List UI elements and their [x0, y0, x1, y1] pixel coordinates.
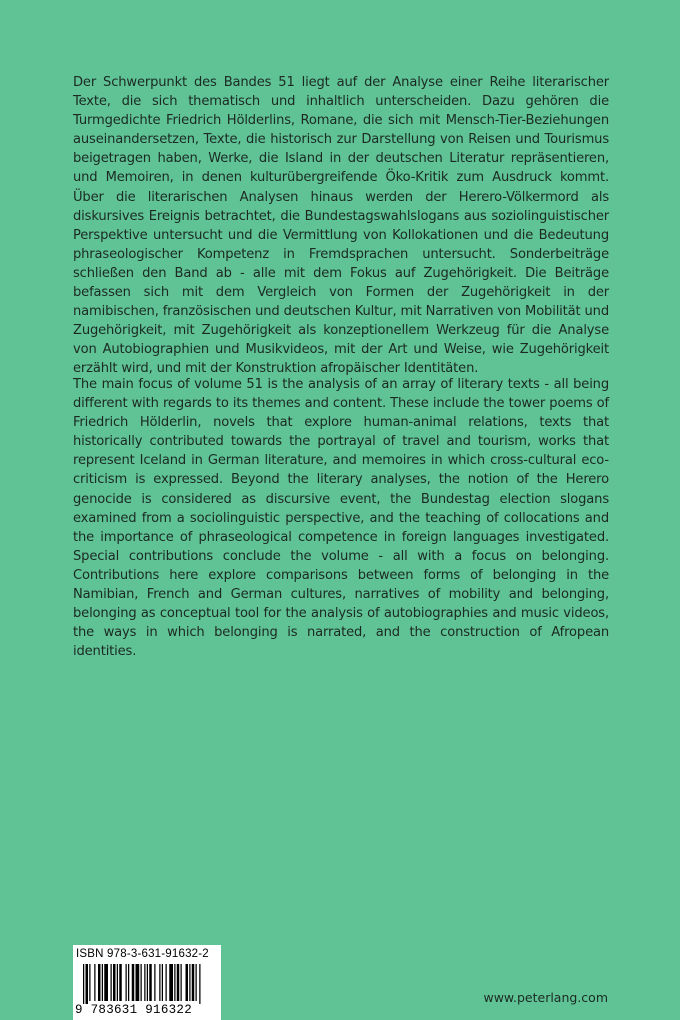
barcode-bar	[86, 964, 89, 1004]
barcode-bar	[186, 964, 189, 1001]
barcode-bar	[166, 964, 167, 1001]
barcode-bar	[94, 964, 95, 1001]
barcode-bar	[126, 964, 127, 1001]
barcode-bar	[141, 964, 142, 1001]
barcode-bar	[192, 964, 195, 1001]
barcode-bar	[159, 964, 160, 1001]
barcode-bar	[162, 964, 163, 1001]
barcode-bar	[196, 964, 197, 1001]
barcode-bar	[181, 964, 182, 1001]
english-description: The main focus of volume 51 is the analysis of an array of literary texts - all being different with regards to its themes and content. These include the tower poems of Friedrich Hölderlin, novels that explore human-animal relations, texts that historically contributed towards the portrayal of travel and tourism, works that represent Iceland in German literature, and memoires in which cross-cultural eco-criticism is expressed. Beyond the literary analyses, the notion of the Herero genocide is considered as discursive event, the Bundestag election slogans examined from a sociolinguistic perspective, and the teaching of collocations and the importance of phraseological competence in foreign languages investigated. Special contributions conclude the volume - all with a focus on belonging. Contributions here explore comparisons between forms of belonging in the Namibian, French and German cultures, narratives of mobility and belonging, belonging as conceptual tool for the analysis of autobiographies and music videos, the ways in which belonging is narrated, and the construction of Afropean identities.	[73, 377, 609, 660]
barcode-bar	[111, 964, 112, 1001]
barcode-bar	[117, 964, 118, 1001]
publisher-url: www.peterlang.com	[483, 990, 608, 1005]
barcode-bar	[83, 964, 84, 1004]
barcode-bar	[119, 964, 122, 1001]
isbn-barcode-box	[73, 945, 221, 1020]
barcode-bar	[104, 964, 108, 1001]
barcode-bar	[154, 964, 155, 1001]
barcode-bar	[177, 964, 180, 1001]
barcode-bar	[89, 964, 90, 1001]
barcode-bar	[136, 964, 140, 1001]
german-description: Der Schwerpunkt des Bandes 51 liegt auf der Analyse einer Reihe literarischer Texte, die sich thematisch und inhaltlich unterscheiden. Dazu gehören die Turmgedichte Friedrich Hölderlins, Romane, die sich mit Mensch-Tier-Beziehungen auseinandersetzen, Texte, die historisch zur Darstellung von Reisen und Tourismus beigetragen haben, Werke, die Island in der deutschen Literatur repräsentieren, und Memoiren, in denen kulturübergreifende Öko-Kritik zum Ausdruck kommt. Über die literarischen Analysen hinaus werden der Herero-Völkermord als diskursives Ereignis betrachtet, die Bundestagswahlslogans aus soziolinguistischer Perspektive untersucht und die Vermittlung von Kollokationen und die Bedeutung phraseologischer Kompetenz in Fremdsprachen untersucht. Sonderbeiträge schließen den Band ab - alle mit dem Fokus auf Zugehörigkeit. Die Beiträge befassen sich mit dem Vergleich von Formen der Zugehörigkeit in der namibischen, französischen und deutschen Kultur, mit Narrativen von Mobilität und Zugehörigkeit, mit Zugehörigkeit als konzeptionellem Werkzeug für die Analyse von Autobiographien und Musikvideos, mit der Art und Weise, wie Zugehörigkeit erzählt wird, und mit der Konstruktion afropäischer Identitäten.	[73, 75, 609, 377]
isbn-label: ISBN 978-3-631-91632-2	[76, 948, 209, 960]
barcode-bar	[189, 964, 190, 1001]
barcode-bar	[174, 964, 175, 1001]
barcode-bar	[128, 964, 129, 1001]
barcode-bar	[199, 964, 200, 1004]
barcode-bar	[132, 964, 135, 1001]
barcode-bar	[144, 964, 145, 1001]
barcode-bar	[113, 964, 116, 1001]
barcode-bar	[147, 964, 148, 1001]
barcode-bar	[149, 964, 152, 1001]
barcode-bar	[169, 964, 173, 1001]
barcode-bar	[98, 964, 101, 1001]
barcode-digits: 9 783631 916322	[75, 1003, 193, 1017]
barcode-bar	[102, 964, 103, 1001]
